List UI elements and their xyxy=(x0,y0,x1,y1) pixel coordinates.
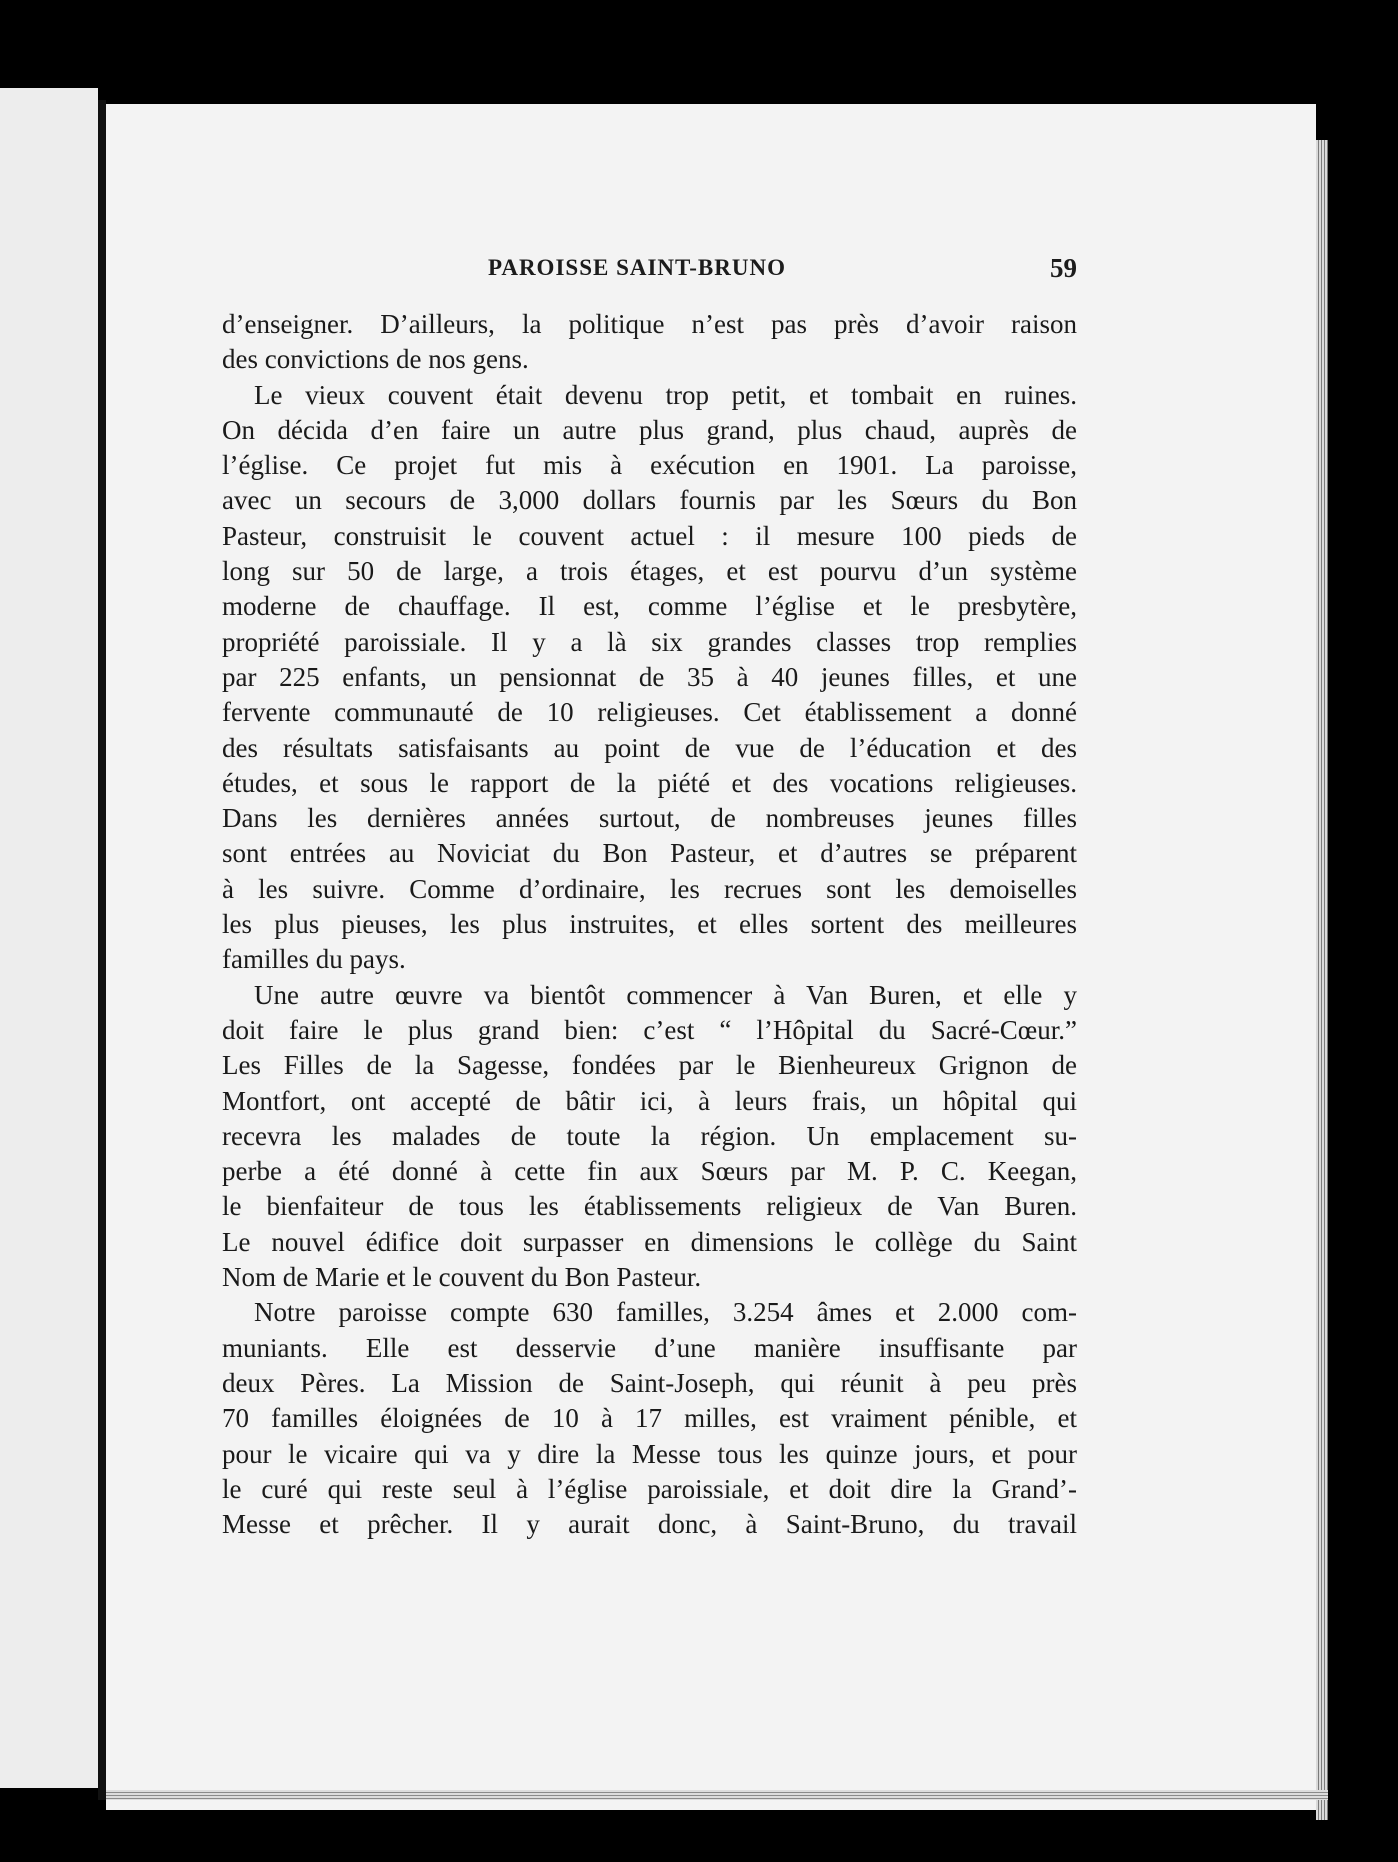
text-line: d’enseigner. D’ailleurs, la politique n’est pas près d’avoir raison xyxy=(222,309,1077,339)
text-line: Dans les dernières années surtout, de nombreuses jeunes filles xyxy=(222,803,1077,834)
text-line: Le nouvel édifice doit surpasser en dimensions le collège du Saint xyxy=(222,1226,1077,1257)
text-line: 70 familles éloignées de 10 à 17 milles, est vraiment pénible, et xyxy=(222,1403,1077,1434)
text-line: Notre paroisse compte 630 familles, 3.254 âmes et 2.000 com- xyxy=(254,1297,1077,1328)
text-line: Messe et prêcher. Il y aurait donc, à Saint-Bruno, du travail xyxy=(222,1509,1077,1540)
page-number: 59 xyxy=(1050,253,1077,283)
text-line: fervente communauté de 10 religieuses. Cet établissement a donné xyxy=(222,697,1077,728)
text-line: Montfort, ont accepté de bâtir ici, à leurs frais, un hôpital qui xyxy=(222,1085,1077,1116)
text-line: l’église. Ce projet fut mis à exécution en 1901. La paroisse, xyxy=(222,450,1077,481)
text-line: propriété paroissiale. Il y a là six grandes classes trop remplies xyxy=(222,626,1077,657)
page-edges-bottom xyxy=(106,1790,1328,1800)
text-line: avec un secours de 3,000 dollars fournis par les Sœurs du Bon xyxy=(222,485,1077,516)
text-line: par 225 enfants, un pensionnat de 35 à 40 jeunes filles, et une xyxy=(222,661,1077,692)
text-line: des résultats satisfaisants au point de vue de l’éducation et des xyxy=(222,732,1077,763)
text-line: le curé qui reste seul à l’église paroissiale, et doit dire la Grand’- xyxy=(222,1473,1077,1504)
text-line: perbe a été donné à cette fin aux Sœurs par M. P. C. Keegan, xyxy=(222,1156,1077,1187)
text-line: études, et sous le rapport de la piété et des vocations religieuses. xyxy=(222,767,1077,798)
text-line: à les suivre. Comme d’ordinaire, les recrues sont les demoiselles xyxy=(222,873,1077,904)
text-line: les plus pieuses, les plus instruites, et elles sortent des meilleures xyxy=(222,909,1077,940)
text-line: familles du pays. xyxy=(222,944,406,975)
text-line: Nom de Marie et le couvent du Bon Pasteur. xyxy=(222,1262,702,1293)
text-line: Pasteur, construisit le couvent actuel : il mesure 100 pieds de xyxy=(222,520,1077,551)
body-text xyxy=(222,307,1077,1542)
text-line: sont entrées au Noviciat du Bon Pasteur, et d’autres se préparent xyxy=(222,838,1077,869)
text-line: Une autre œuvre va bientôt commencer à Van Buren, et elle y xyxy=(254,979,1077,1010)
text-line: Les Filles de la Sagesse, fondées par le Bienheureux Grignon de xyxy=(222,1050,1077,1081)
text-line: le bienfaiteur de tous les établissements religieux de Van Buren. xyxy=(222,1191,1077,1222)
text-line: On décida d’en faire un autre plus grand, plus chaud, auprès de xyxy=(222,414,1077,445)
text-line: des convictions de nos gens. xyxy=(222,344,529,375)
running-head: PAROISSE SAINT-BRUNO xyxy=(488,255,786,280)
text-line: doit faire le plus grand bien: c’est “ l’Hôpital du Sacré-Cœur.” xyxy=(222,1014,1077,1045)
text-line: Le vieux couvent était devenu trop petit, et tombait en ruines. xyxy=(254,379,1077,410)
book-gutter xyxy=(98,100,106,1800)
text-line: moderne de chauffage. Il est, comme l’église et le presbytère, xyxy=(222,591,1077,622)
text-line: recevra les malades de toute la région. Un emplacement su- xyxy=(222,1120,1077,1151)
text-line: long sur 50 de large, a trois étages, et est pourvu d’un système xyxy=(222,556,1077,587)
text-line: pour le vicaire qui va y dire la Messe tous les quinze jours, et pour xyxy=(222,1438,1077,1469)
page-edges-right xyxy=(1316,140,1328,1820)
text-line: deux Pères. La Mission de Saint-Joseph, qui réunit à peu près xyxy=(222,1367,1077,1398)
text-line: muniants. Elle est desservie d’une manière insuffisante par xyxy=(222,1332,1077,1363)
left-page-edge xyxy=(0,88,98,1788)
